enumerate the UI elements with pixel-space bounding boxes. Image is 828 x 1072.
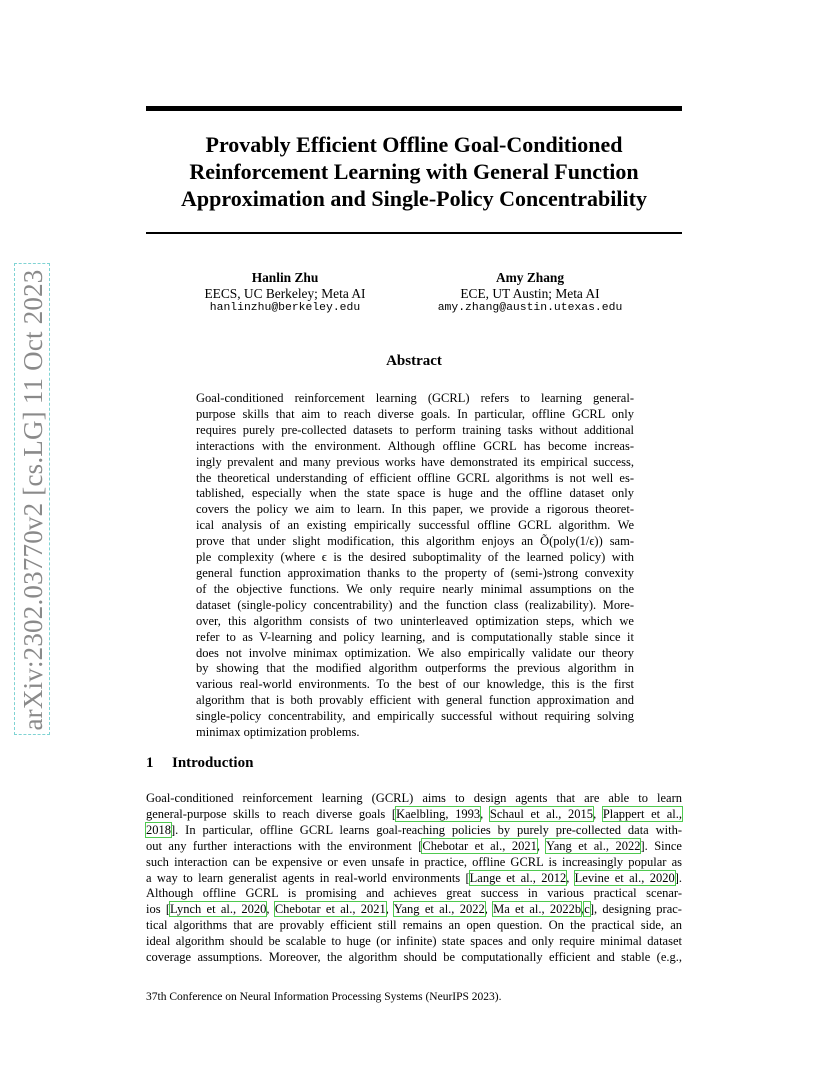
intro-paragraph (146, 791, 682, 886)
abstract-line: of the objective functions. We only require nearly minimal assumptions on the (196, 581, 634, 596)
abstract-line: single-policy concentrability, and empirically successful without requiring solving (196, 709, 634, 724)
paragraph-line: Although offline GCRL is promising and achieves great success in various practical scenar- (146, 886, 682, 900)
section-heading (146, 755, 253, 772)
citation-link[interactable]: Lange et al., 2012 (469, 870, 567, 885)
paragraph-line (146, 871, 682, 887)
text-run: ]. In particular, offline GCRL learns goal-reaching policies by purely pre-collected data with- (171, 822, 682, 837)
text-run: , (480, 806, 490, 821)
abstract-line: over, this algorithm consists of two uninterleaved optimization steps, which we (196, 613, 634, 628)
arxiv-stamp (14, 263, 50, 735)
paragraph-line: such interaction can be expensive or even unsafe in practice, offline GCRL is increasingly popular as (146, 854, 682, 869)
abstract-body (196, 391, 634, 741)
citation-link[interactable]: Yang et al., 2022 (545, 838, 641, 853)
text-run: , (266, 901, 275, 916)
citation-link[interactable]: Plappert et al., (602, 806, 683, 821)
paragraph-line: coverage assumptions. Moreover, the algorithm should be computationally efficient and stable (e.g., (146, 949, 682, 964)
text-run: ]. Since (640, 838, 682, 853)
paragraph-line: ideal algorithm should be scalable to huge (or infinite) state spaces and only require minimal dataset (146, 933, 682, 948)
title-line: Approximation and Single-Policy Concentrability (181, 186, 647, 211)
paragraph-line (146, 902, 682, 918)
title-line: Provably Efficient Offline Goal-Conditioned (205, 132, 623, 157)
paragraph-line (146, 839, 682, 855)
abstract-line: general function approximation thanks to the property of (semi-)strong convexity (196, 565, 634, 580)
section-title: Introduction (172, 755, 254, 771)
author-affiliation: EECS, UC Berkeley; Meta AI (204, 285, 366, 301)
section-number: 1 (146, 755, 154, 771)
text-run: ], designing prac- (589, 901, 682, 916)
paragraph-line: Goal-conditioned reinforcement learning (GCRL) aims to design agents that are able to learn (146, 791, 682, 805)
text-run: , (566, 870, 575, 885)
author-email: hanlinzhu@berkeley.edu (209, 302, 361, 314)
text-run: ]. (674, 870, 682, 885)
text-run: a way to learn generalist agents in real-world environments [ (146, 870, 470, 885)
text-run: , (593, 806, 603, 821)
abstract-line: ple complexity (where ϵ is the desired suboptimality of the learned policy) with (196, 550, 634, 565)
abstract-line: by showing that the modified algorithm outperforms the previous algorithm in (196, 661, 634, 676)
arxiv-identifier: arXiv:2302.03770v2 [cs.LG] 11 Oct 2023 (18, 269, 48, 731)
citation-link[interactable]: 2018 (146, 822, 171, 837)
abstract-line: does not involve minimax optimization. We also empirically validate our theory (196, 645, 634, 660)
text-run: , (581, 901, 585, 916)
abstract-line: requires purely pre-collected datasets to perform training tasks without additional (196, 422, 634, 437)
text-run: , (536, 838, 546, 853)
abstract-line: ical analysis of an existing empirically successful offline GCRL algorithm. We (196, 518, 634, 533)
text-run: general-purpose skills to reach diverse goals [ (146, 806, 397, 821)
author-name: Hanlin Zhu (251, 270, 319, 285)
abstract-line: the theoretical understanding of efficient offline GCRL algorithms is not well es- (196, 470, 634, 485)
title-line: Reinforcement Learning with General Function (189, 159, 639, 184)
abstract-line: tablished, especially when the state space is huge and the offline dataset only (196, 486, 634, 501)
author-name: Amy Zhang (495, 270, 565, 285)
citation-link[interactable]: Chebotar et al., 2021 (274, 901, 386, 916)
citation-link[interactable]: Lynch et al., 2020 (170, 901, 267, 916)
abstract-line: ingly prevalent and many previous works have demonstrated its empirical success, (196, 454, 634, 469)
abstract-heading: Abstract (386, 353, 442, 369)
text-run: , (385, 901, 394, 916)
abstract-line: purpose skills that aim to reach diverse goals. In particular, offline GCRL only (196, 406, 634, 421)
title-top-rule (146, 106, 682, 111)
paragraph-line: tical algorithms that are provably efficient still remains an open question. On the practical side, an (146, 917, 682, 932)
text-run: ios [ (146, 901, 171, 916)
paragraph-line (146, 823, 682, 839)
author-affiliation: ECE, UT Austin; Meta AI (460, 285, 600, 301)
abstract-line: various real-world environments. To the best of our knowledge, this is the first (196, 677, 634, 692)
author-block (180, 270, 390, 317)
citation-link[interactable]: Levine et al., 2020 (574, 870, 675, 885)
citation-link[interactable]: Schaul et al., 2015 (489, 806, 594, 821)
author-email: amy.zhang@austin.utexas.edu (437, 302, 623, 314)
abstract-line: refer to as V-learning and policy learning, and is computationally stable since it (196, 629, 634, 644)
abstract-line: covers the policy we aim to learn. In this paper, we provide a rigorous theoret- (196, 502, 634, 517)
citation-link[interactable]: Chebotar et al., 2021 (422, 838, 537, 853)
intro-paragraph (146, 886, 682, 966)
paragraph-line (146, 807, 682, 823)
abstract-line: algorithm that is both provably efficient with general function approximation and (196, 693, 634, 708)
abstract-line: Goal-conditioned reinforcement learning (GCRL) refers to learning general- (196, 391, 634, 405)
abstract-line: minimax optimization problems. (196, 725, 360, 740)
citation-link[interactable]: c (584, 901, 590, 916)
abstract-line: prove that under slight modification, this algorithm enjoys an Õ(poly(1/ϵ)) sam- (196, 534, 634, 549)
citation-link[interactable]: Ma et al., 2022b (493, 901, 582, 916)
title-bottom-rule (146, 232, 682, 234)
citation-link[interactable]: Yang et al., 2022 (393, 901, 485, 916)
abstract-line: dataset (single-policy concentrability) and the function class (realizability). More- (196, 597, 634, 612)
text-run: out any further interactions with the environment [ (146, 838, 423, 853)
text-run: , (484, 901, 494, 916)
conference-footnote: 37th Conference on Neural Information Processing Systems (NeurIPS 2023). (146, 991, 502, 1003)
abstract-line: interactions with the environment. Although offline GCRL has become increas- (196, 438, 634, 453)
paper-title (146, 131, 682, 212)
citation-link[interactable]: Kaelbling, 1993 (396, 806, 481, 821)
author-block (420, 270, 640, 317)
